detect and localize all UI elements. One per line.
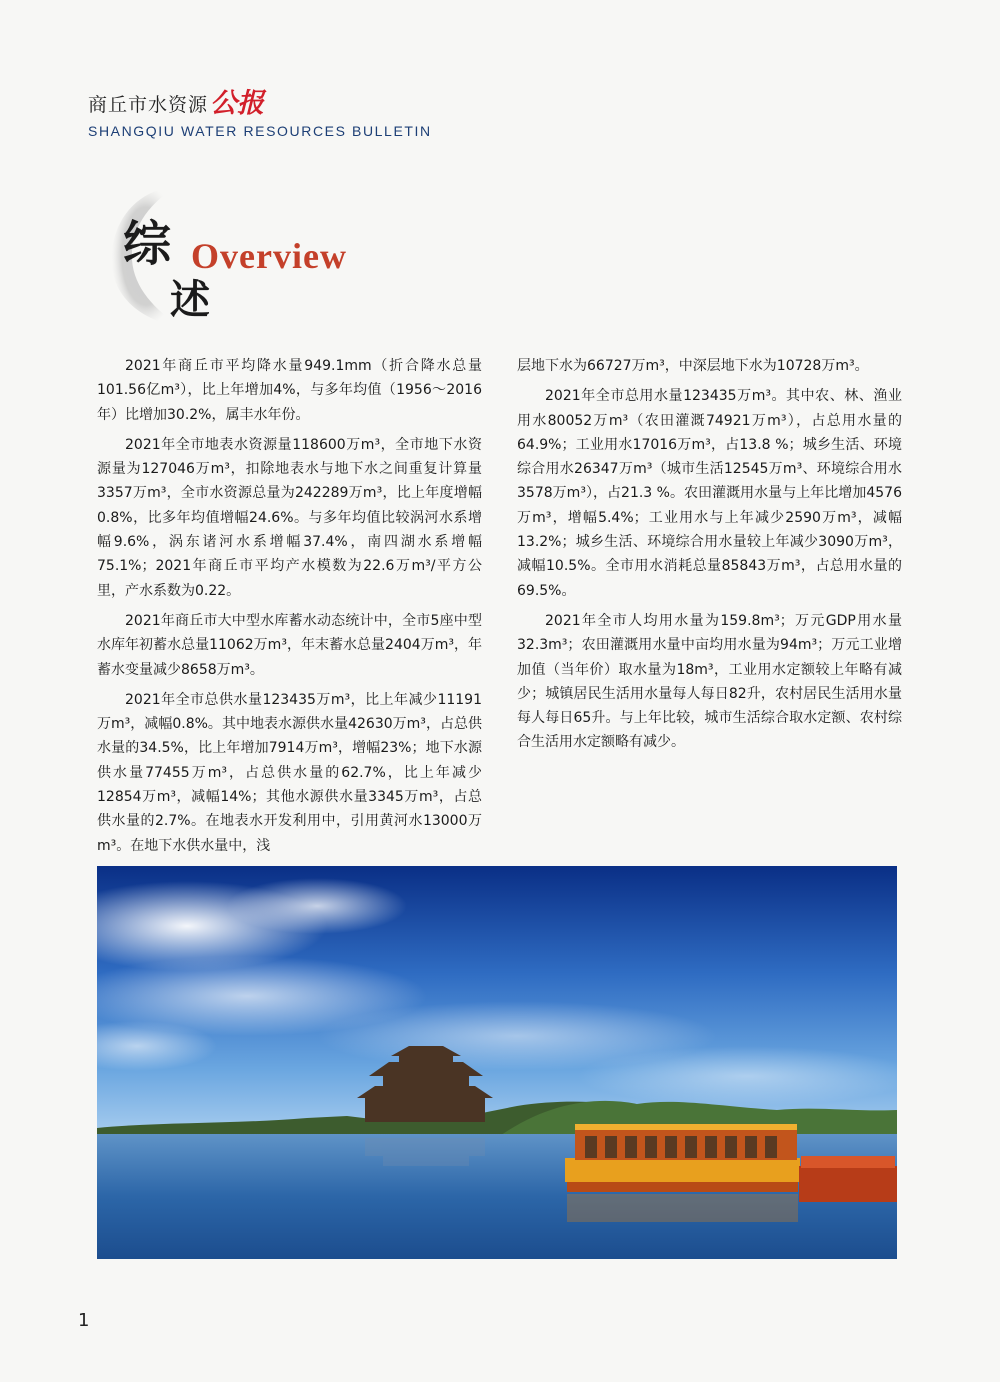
- page-number: 1: [78, 1310, 90, 1331]
- header-title-main: 商丘市水资源: [88, 94, 209, 116]
- paragraph: 2021年全市地表水资源量118600万m³，全市地下水资源量为127046万m³，扣除地表水与地下水之间重复计算量3357万m³，全市水资源总量为242289万m³，比上年度增幅0.8%，比多年均值增幅24.6%。与多年均值比较涡河水系增幅9.6%，涡东诸河水系增幅37.4%，南四湖水系增幅75.1%；2021年商丘市平均产水模数为22.6万m³/平方公里，产水系数为0.22。: [97, 436, 482, 599]
- paragraph: 2021年全市人均用水量为159.8m³；万元GDP用水量32.3m³；农田灌溉用水量中亩均用水量为94m³；万元工业增加值（当年价）取水量为18m³，工业用水定额较上年略有减少；城镇居民生活用水量每人每日82升，农村居民生活用水量每人每日65升。与上年比较，城市生活综合取水定额、农村综合生活用水定额略有减少。: [517, 612, 902, 751]
- section-title-char-1: 综: [123, 216, 172, 272]
- left-text-column: [97, 354, 482, 864]
- lake-pavilion-photo: [97, 866, 897, 1259]
- paragraph: 2021年商丘市大中型水库蓄水动态统计中，全市5座中型水库年初蓄水总量11062万m³，年末蓄水总量2404万m³，年蓄水变量减少8658万m³。: [97, 612, 482, 678]
- header-title-accent: 公报: [210, 88, 265, 119]
- paragraph: 2021年商丘市平均降水量949.1mm（折合降水总量101.56亿m³），比上年增加4%，与多年均值（1956～2016年）比增加30.2%，属丰水年份。: [97, 358, 482, 423]
- section-title-en: Overview: [191, 236, 347, 276]
- paragraph: 2021年全市总供水量123435万m³，比上年减少11191万m³，减幅0.8%。其中地表水源供水量42630万m³，占总供水量的34.5%，比上年增加7914万m³，增幅23%；地下水源供水量77455万m³，占总供水量的62.7%，比上年减少12854万m³，减幅14%；其他水源供水量3345万m³，占总供水量的2.7%。在地表水开发利用中，引用黄河水13000万m³。在地下水供水量中，浅: [97, 691, 482, 854]
- header-subtitle-en: SHANGQIU WATER RESOURCES BULLETIN: [88, 123, 432, 139]
- paragraph: 2021年全市总用水量123435万m³。其中农、林、渔业用水80052万m³（农田灌溉74921万m³），占总用水量的64.9%；工业用水17016万m³，占13.8 %；城乡生活、环境综合用水26347万m³（城市生活12545万m³、环境综合用水3578万m³），占21.3 %。农田灌溉用水量与上年比增加4576万m³，增幅5.4%；工业用水与上年减少2590万m³，减幅13.2%；城乡生活、环境综合用水量较上年减少3090万m³，减幅10.5%。全市用水消耗总量85843万m³，占总用水量的69.5%。: [517, 388, 902, 599]
- section-title-char-2: 述: [170, 276, 210, 323]
- section-title: [100, 180, 400, 330]
- bulletin-header: [88, 90, 432, 139]
- right-text-column: [517, 354, 902, 761]
- header-title: [88, 90, 432, 117]
- paragraph: 层地下水为66727万m³，中深层地下水为10728万m³。: [517, 358, 869, 374]
